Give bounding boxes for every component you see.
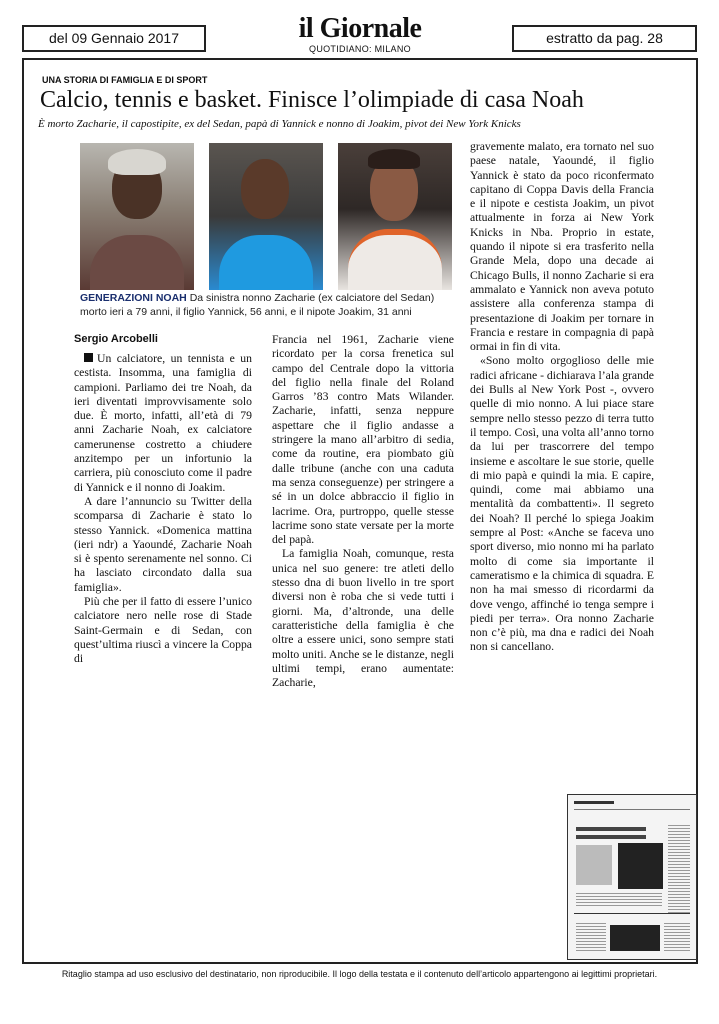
headline: Calcio, tennis e basket. Finisce l’olimpiade di casa Noah	[40, 87, 584, 113]
paragraph: Più che per il fatto di essere l’unico calciatore nero nelle rose di Stade Saint-Germain e di Sedan, con quest’ultima riuscì a vincere la Coppa di	[74, 595, 252, 666]
extract-box: estratto da pag. 28	[512, 25, 697, 52]
date-box: del 09 Gennaio 2017	[22, 25, 206, 52]
paragraph: A dare l’annuncio su Twitter della scomparsa di Zacharie è stato lo stesso Yannick. «Domenica mattina (ieri ndr) a Yaoundé, Zacharie Noah si è spento serenamente nel sonno. Ci ha lasciato circondato dalla sua famiglia».	[74, 494, 252, 594]
paragraph: gravemente malato, era tornato nel suo paese natale, Yaoundé, il figlio Yannick è stato da poco riconfermato capitano di Coppa Davis della Francia e il nipote e cestista Joakim, un pivot attualmente in forza ai New York Knicks in Nba. Proprio in estate, quando il nipote si era trasferito nella Grande Mela, dopo una decade ai Chicago Bulls, il nonno Zacharie si era ammalato e Yannick non aveva potuto assistere alla conferenza stampa di presentazione di Joakim per tornare in Francia e restare in compagnia di papà ormai in fin di vita.	[470, 140, 654, 354]
photo-yannick	[209, 143, 323, 290]
subheadline: È morto Zacharie, il capostipite, ex del Sedan, papà di Yannick e nonno di Joakim, pivot dei New York Knicks	[38, 118, 521, 130]
paragraph	[74, 352, 252, 495]
column-1	[74, 352, 252, 667]
footer-disclaimer: Ritaglio stampa ad uso esclusivo del destinatario, non riproducibile. Il logo della testata e il contenuto dell’articolo appartengono ai legittimi proprietari.	[61, 969, 658, 979]
edition-label: QUOTIDIANO: MILANO	[309, 44, 411, 54]
kicker: UNA STORIA DI FAMIGLIA E DI SPORT	[42, 75, 208, 85]
newspaper-logo: il Giornale	[298, 13, 422, 44]
paragraph-text: Un calciatore, un tennista e un cestista. Insomma, una famiglia di campioni. Parliamo dei tre Noah, da ieri diventati improvvisamente solo due. È morto, infatti, all’età di 79 anni Zacharie Noah, ex calciatore camerunense costretto a chiudere anzitempo per un infortunio la carriera, più conosciuto come il padre di Yannick e il nonno di Joakim.	[74, 352, 252, 494]
page-thumbnail	[567, 794, 697, 960]
paragraph: Francia nel 1961, Zacharie viene ricordato per la corsa frenetica sul campo del Centrale dopo la vittoria del figlio nella finale del Roland Garros ’83 contro Mats Wilander. Zacharie, infatti, senza neppure aspettare che il figlio andasse a stringere la mano all’arbitro di sedia, come da routine, era piombato giù dalle tribune (anche con una caduta ma senza conseguenze) per stringere a sé in un dolce abbraccio il figlio in lacrime. Ora, purtroppo, quelle stesse lacrime sono state versate per la morte del papà.	[272, 333, 454, 547]
column-3	[470, 140, 654, 655]
caption-text: Da sinistra nonno Zacharie (ex calciatore del Sedan) morto ieri a 79 anni, il figlio Yannick, 56 anni, e il nipote Joakim, 31 anni	[80, 292, 435, 318]
paragraph: La famiglia Noah, comunque, resta unica nel suo genere: tre atleti dello stesso dna di buon livello in tre sport diversi non è roba che si vede tutti i giorni. Ma, d’altronde, una delle caratteristiche della famiglia è che oltre a essere unici, sono sempre stati molto uniti. Anche se le distanze, negli ultimi tempi, erano aumentate: Zacharie,	[272, 547, 454, 690]
photo-joakim	[338, 143, 452, 290]
column-2	[272, 333, 454, 690]
photo-caption	[80, 291, 452, 321]
masthead	[250, 14, 470, 54]
photo-zacharie	[80, 143, 194, 290]
paragraph: «Sono molto orgoglioso delle mie radici africane - dichiarava l’ala grande dei Bulls al New York Post -, ovvero quelle di mio nonno. A lui piace stare sempre nello stesso pezzo di terra tutto il tempo. Così, una volta all’anno torno da lui per trascorrere del tempo insieme e ascoltare le sue storie, quelle di mio papà e quindi la mia. E capire, quindi, come mai abbiamo una mentalità da combattenti». Il segreto dei Noah? Il perché lo spiega Joakim sempre al Post: «Anche se faceva uno sport diverso, mio nonno mi ha parlato molto di come sia importante il cameratismo e la chimica di squadra. E non ha mai smesso di ricordarmi da dove vengo, affinché io tenga sempre i piedi per terra». Ora nonno Zacharie non c’è più, ma dna e radici dei Noah non si cancellano.	[470, 354, 654, 654]
caption-title: GENERAZIONI NOAH	[80, 292, 187, 304]
byline: Sergio Arcobelli	[74, 333, 158, 345]
square-bullet-icon	[84, 353, 93, 362]
